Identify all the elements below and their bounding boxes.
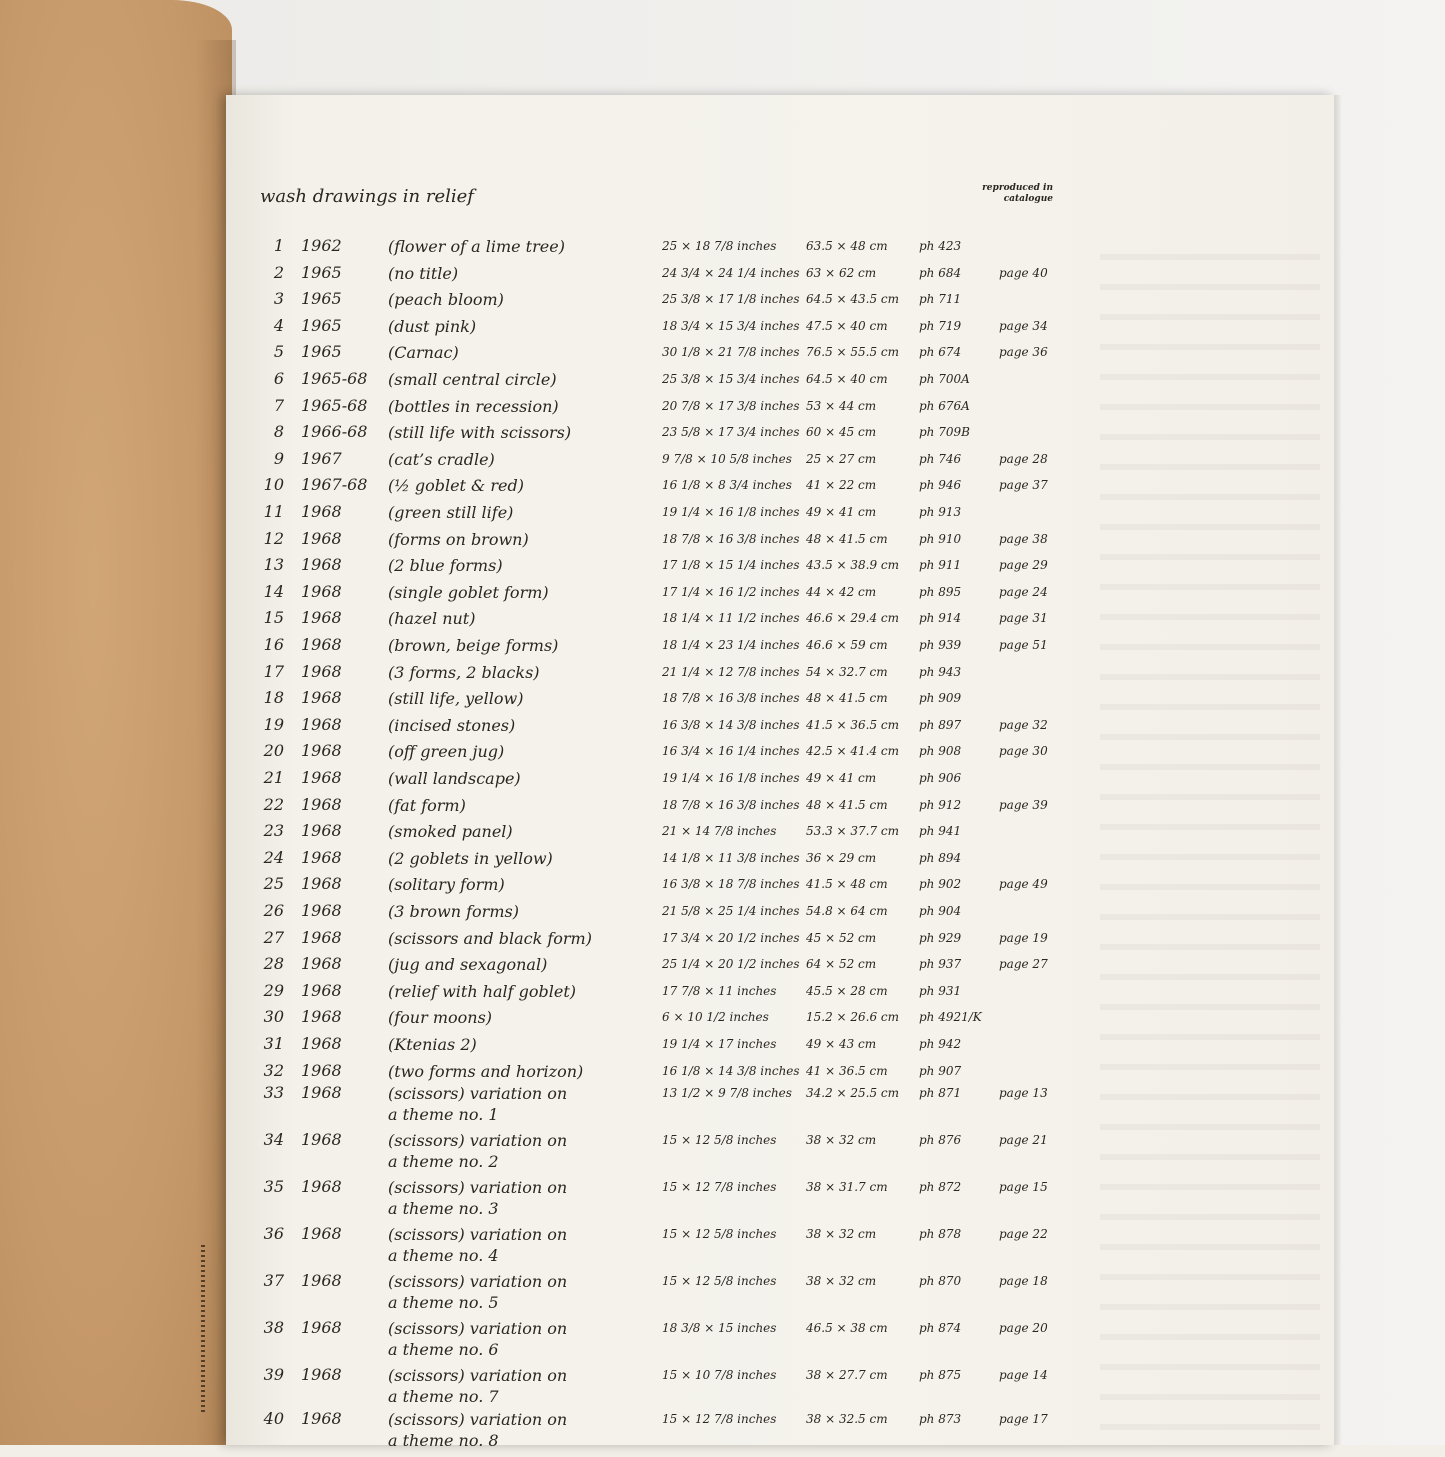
- entry-title-line1: (scissors) variation on: [388, 1319, 568, 1338]
- entry-year: 1968: [301, 714, 342, 734]
- entry-page-ref: page 27: [999, 957, 1048, 972]
- entry-title-line2: a theme no. 4: [388, 1246, 499, 1265]
- entry-number: 33: [263, 1083, 284, 1102]
- entry-page-ref: page 20: [999, 1321, 1048, 1335]
- entry-photo-ref: ph 941: [919, 824, 962, 839]
- entry-size-inches: 17 7/8 × 11 inches: [662, 983, 777, 998]
- entry-year: 1968: [301, 954, 342, 974]
- entry-photo-ref: ph 709B: [919, 425, 970, 440]
- entry-number: 18: [263, 688, 284, 708]
- entry-year: 1968: [301, 1177, 342, 1196]
- entry-size-cm: 38 × 32.5 cm: [806, 1412, 888, 1426]
- entry-photo-ref: ph 4921/K: [919, 1010, 982, 1025]
- entry-number: 7: [273, 395, 284, 415]
- entry-title: [388, 1130, 567, 1172]
- entry-page-ref: page 36: [999, 345, 1048, 360]
- entry-year: 1968: [301, 874, 342, 894]
- entry-title: (hazel nut): [388, 609, 476, 629]
- entry-number: 25: [263, 874, 284, 894]
- entry-size-inches: 30 1/8 × 21 7/8 inches: [662, 345, 800, 360]
- entry-size-cm: 46.6 × 59 cm: [806, 638, 888, 652]
- entry-photo-ref: ph 719: [919, 318, 962, 333]
- entry-photo-ref: ph 942: [919, 1037, 962, 1051]
- entry-size-inches: 16 3/4 × 16 1/4 inches: [662, 744, 800, 759]
- entry-page-ref: page 51: [999, 638, 1048, 652]
- entry-photo-ref: ph 874: [919, 1321, 962, 1335]
- entry-photo-ref: ph 674: [919, 345, 962, 360]
- entry-year: 1968: [301, 1034, 342, 1053]
- entry-title: [388, 1224, 567, 1266]
- entry-size-cm: 64 × 52 cm: [806, 957, 877, 972]
- entry-title: (Carnac): [388, 343, 459, 363]
- entry-number: 29: [263, 980, 284, 1000]
- entry-year: 1965-68: [301, 395, 368, 415]
- table-row: [0, 1365, 1445, 1413]
- entry-size-inches: 18 7/8 × 16 3/8 inches: [662, 797, 800, 812]
- entry-title: (solitary form): [388, 875, 505, 895]
- entry-size-inches: 18 1/4 × 23 1/4 inches: [662, 638, 800, 652]
- entry-title: (no title): [388, 263, 459, 283]
- table-row: [0, 1177, 1445, 1225]
- entry-size-inches: 13 1/2 × 9 7/8 inches: [662, 1086, 792, 1100]
- entry-page-ref: page 14: [999, 1368, 1048, 1382]
- entry-year: 1968: [301, 528, 342, 548]
- entry-size-inches: 25 3/8 × 17 1/8 inches: [662, 292, 800, 307]
- entry-size-inches: 20 7/8 × 17 3/8 inches: [662, 398, 800, 413]
- entry-title-line1: (scissors) variation on: [388, 1410, 568, 1429]
- entry-title: (forms on brown): [388, 529, 529, 549]
- entry-page-ref: page 38: [999, 531, 1048, 546]
- entry-photo-ref: ph 870: [919, 1274, 962, 1288]
- entry-year: 1968: [301, 794, 342, 814]
- entry-number: 39: [263, 1365, 284, 1384]
- entry-photo-ref: ph 911: [919, 558, 962, 573]
- entry-size-cm: 54.8 × 64 cm: [806, 904, 888, 918]
- entry-title: [388, 1318, 567, 1360]
- entry-page-ref: page 18: [999, 1274, 1048, 1288]
- entry-year: 1968: [301, 661, 342, 681]
- entry-photo-ref: ph 873: [919, 1412, 962, 1426]
- entry-size-cm: 53.3 × 37.7 cm: [806, 824, 900, 839]
- entry-page-ref: page 30: [999, 744, 1048, 759]
- table-row: [0, 1130, 1445, 1178]
- entry-number: 37: [263, 1271, 284, 1290]
- entry-page-ref: page 37: [999, 478, 1048, 493]
- entry-number: 19: [263, 714, 284, 734]
- entry-photo-ref: ph 875: [919, 1368, 962, 1382]
- entry-number: 20: [263, 741, 284, 761]
- entry-size-cm: 47.5 × 40 cm: [806, 318, 888, 333]
- entry-year: 1968: [301, 1060, 342, 1080]
- entry-size-inches: 24 3/4 × 24 1/4 inches: [662, 265, 800, 280]
- entry-title: (single goblet form): [388, 582, 549, 602]
- entry-title: (3 brown forms): [388, 902, 519, 921]
- entry-title: (still life with scissors): [388, 423, 572, 443]
- table-row: [0, 1409, 1445, 1457]
- entry-year: 1968: [301, 1224, 342, 1243]
- reproduced-column-header: reproduced in catalogue: [982, 183, 1053, 204]
- entry-photo-ref: ph 914: [919, 611, 962, 626]
- entry-title: (two forms and horizon): [388, 1061, 584, 1081]
- entry-title: (peach bloom): [388, 290, 504, 310]
- entry-title-line2: a theme no. 7: [388, 1387, 499, 1406]
- entry-size-inches: 25 × 18 7/8 inches: [662, 239, 777, 253]
- entry-title-line1: (scissors) variation on: [388, 1178, 568, 1197]
- entry-title: (2 blue forms): [388, 556, 503, 576]
- entry-photo-ref: ph 902: [919, 877, 962, 892]
- entry-size-inches: 15 × 12 5/8 inches: [662, 1274, 777, 1288]
- entry-size-cm: 38 × 32 cm: [806, 1133, 877, 1147]
- entry-photo-ref: ph 700A: [919, 372, 970, 386]
- entry-size-cm: 38 × 31.7 cm: [806, 1180, 888, 1194]
- entry-size-inches: 25 3/8 × 15 3/4 inches: [662, 372, 800, 386]
- entry-number: 11: [263, 502, 284, 521]
- entry-year: 1965: [301, 289, 342, 309]
- entry-year: 1968: [301, 502, 342, 521]
- entry-title: (flower of a lime tree): [388, 237, 565, 256]
- entry-photo-ref: ph 912: [919, 797, 962, 812]
- entry-photo-ref: ph 897: [919, 717, 962, 732]
- entry-size-cm: 64.5 × 43.5 cm: [806, 292, 900, 307]
- entry-number: 32: [263, 1060, 284, 1080]
- entry-year: 1968: [301, 1007, 342, 1027]
- entry-size-cm: 38 × 32 cm: [806, 1227, 877, 1241]
- entry-photo-ref: ph 684: [919, 265, 962, 280]
- entry-size-cm: 38 × 27.7 cm: [806, 1368, 888, 1382]
- entry-title: (dust pink): [388, 316, 477, 336]
- entry-size-cm: 63.5 × 48 cm: [806, 239, 888, 253]
- entry-photo-ref: ph 913: [919, 505, 962, 519]
- entry-year: 1968: [301, 821, 342, 841]
- entry-number: 24: [263, 847, 284, 867]
- entry-size-cm: 38 × 32 cm: [806, 1274, 877, 1288]
- entry-number: 38: [263, 1318, 284, 1337]
- entry-year: 1965: [301, 262, 342, 282]
- entry-photo-ref: ph 907: [919, 1063, 962, 1078]
- entry-page-ref: page 32: [999, 717, 1048, 732]
- entry-number: 3: [273, 289, 284, 309]
- entry-size-cm: 45.5 × 28 cm: [806, 983, 888, 998]
- table-row: [0, 1271, 1445, 1319]
- table-row: [0, 1083, 1445, 1131]
- entry-photo-ref: ph 910: [919, 531, 962, 546]
- entry-size-cm: 63 × 62 cm: [806, 265, 877, 280]
- entry-year: 1968: [301, 741, 342, 761]
- entry-title: (cat’s cradle): [388, 449, 495, 469]
- entry-page-ref: page 15: [999, 1180, 1048, 1194]
- entry-photo-ref: ph 676A: [919, 398, 970, 413]
- section-heading: wash drawings in relief: [260, 186, 474, 207]
- entry-size-inches: 15 × 12 5/8 inches: [662, 1133, 777, 1147]
- entry-size-inches: 18 3/8 × 15 inches: [662, 1321, 777, 1335]
- entry-title-line1: (scissors) variation on: [388, 1084, 568, 1103]
- entry-number: 23: [263, 821, 284, 841]
- entry-size-inches: 17 1/8 × 15 1/4 inches: [662, 558, 800, 573]
- entry-page-ref: page 13: [999, 1086, 1048, 1100]
- entry-page-ref: page 40: [999, 265, 1048, 280]
- entry-title-line2: a theme no. 3: [388, 1199, 499, 1218]
- entry-photo-ref: ph 895: [919, 584, 962, 599]
- entry-size-inches: 25 1/4 × 20 1/2 inches: [662, 957, 800, 972]
- entry-size-cm: 41 × 36.5 cm: [806, 1063, 888, 1078]
- entry-size-inches: 19 1/4 × 16 1/8 inches: [662, 505, 800, 519]
- entry-year: 1968: [301, 927, 342, 947]
- entry-size-inches: 17 1/4 × 16 1/2 inches: [662, 584, 800, 599]
- entry-size-cm: 34.2 × 25.5 cm: [806, 1086, 900, 1100]
- entry-photo-ref: ph 871: [919, 1086, 962, 1100]
- entry-size-inches: 15 × 10 7/8 inches: [662, 1368, 777, 1382]
- entry-size-inches: 21 × 14 7/8 inches: [662, 824, 777, 839]
- entry-number: 28: [263, 954, 284, 974]
- entry-page-ref: page 49: [999, 877, 1048, 892]
- entry-year: 1967: [301, 448, 342, 468]
- entry-size-cm: 48 × 41.5 cm: [806, 531, 888, 546]
- entry-number: 6: [273, 369, 284, 388]
- entry-title: (smoked panel): [388, 822, 513, 842]
- entry-size-cm: 53 × 44 cm: [806, 398, 877, 413]
- entry-year: 1968: [301, 901, 342, 920]
- entry-number: 22: [263, 794, 284, 814]
- entry-size-cm: 43.5 × 38.9 cm: [806, 558, 900, 573]
- entry-number: 14: [263, 581, 284, 601]
- entry-photo-ref: ph 878: [919, 1227, 962, 1241]
- entry-size-cm: 41.5 × 48 cm: [806, 877, 888, 892]
- entry-title-line2: a theme no. 2: [388, 1152, 499, 1171]
- entry-size-inches: 15 × 12 5/8 inches: [662, 1227, 777, 1241]
- entry-page-ref: page 34: [999, 318, 1048, 333]
- entry-number: 10: [263, 475, 284, 495]
- entry-size-inches: 15 × 12 7/8 inches: [662, 1412, 777, 1426]
- entry-size-inches: 18 3/4 × 15 3/4 inches: [662, 318, 800, 333]
- entry-number: 4: [273, 315, 284, 335]
- entry-number: 8: [273, 422, 284, 442]
- entry-title: (½ goblet & red): [388, 476, 524, 496]
- entry-year: 1968: [301, 1409, 342, 1428]
- entry-number: 16: [263, 635, 284, 654]
- entry-size-cm: 36 × 29 cm: [806, 850, 877, 865]
- entry-size-inches: 18 1/4 × 11 1/2 inches: [662, 611, 800, 626]
- entry-photo-ref: ph 931: [919, 983, 962, 998]
- entry-title: [388, 1271, 567, 1313]
- entry-photo-ref: ph 876: [919, 1133, 962, 1147]
- entry-year: 1968: [301, 688, 342, 708]
- entry-title: (brown, beige forms): [388, 636, 559, 655]
- entry-title-line2: a theme no. 1: [388, 1105, 499, 1124]
- entry-number: 35: [263, 1177, 284, 1196]
- entry-photo-ref: ph 939: [919, 638, 962, 652]
- entry-size-inches: 16 1/8 × 8 3/4 inches: [662, 478, 792, 493]
- entry-page-ref: page 17: [999, 1412, 1048, 1426]
- entry-size-cm: 41 × 22 cm: [806, 478, 877, 493]
- entry-size-cm: 49 × 41 cm: [806, 771, 877, 785]
- entry-year: 1962: [301, 236, 342, 255]
- entry-number: 13: [263, 555, 284, 575]
- entry-photo-ref: ph 872: [919, 1180, 962, 1194]
- entry-page-ref: page 39: [999, 797, 1048, 812]
- entry-year: 1968: [301, 1318, 342, 1337]
- entry-photo-ref: ph 423: [919, 239, 962, 253]
- entry-size-inches: 6 × 10 1/2 inches: [662, 1010, 769, 1025]
- entry-page-ref: page 29: [999, 558, 1048, 573]
- entry-number: 2: [273, 262, 284, 282]
- entry-year: 1968: [301, 608, 342, 628]
- entry-number: 27: [263, 927, 284, 947]
- entry-title-line1: (scissors) variation on: [388, 1366, 568, 1385]
- entry-year: 1968: [301, 980, 342, 1000]
- entry-photo-ref: ph 909: [919, 691, 962, 706]
- entry-year: 1968: [301, 635, 342, 654]
- entry-size-cm: 48 × 41.5 cm: [806, 691, 888, 706]
- entry-title: (2 goblets in yellow): [388, 848, 553, 868]
- entry-photo-ref: ph 937: [919, 957, 962, 972]
- entry-title-line1: (scissors) variation on: [388, 1131, 568, 1150]
- entry-size-inches: 15 × 12 7/8 inches: [662, 1180, 777, 1194]
- entry-title: (scissors and black form): [388, 928, 592, 948]
- entry-number: 5: [273, 342, 284, 362]
- entry-title-line1: (scissors) variation on: [388, 1225, 568, 1244]
- entry-size-cm: 49 × 41 cm: [806, 505, 877, 519]
- entry-size-cm: 49 × 43 cm: [806, 1037, 877, 1051]
- entry-number: 1: [273, 236, 284, 255]
- entry-number: 31: [263, 1034, 284, 1053]
- entry-year: 1968: [301, 1083, 342, 1102]
- entry-size-inches: 16 3/8 × 18 7/8 inches: [662, 877, 800, 892]
- entry-size-inches: 18 7/8 × 16 3/8 inches: [662, 531, 800, 546]
- entry-title: (bottles in recession): [388, 396, 559, 416]
- entry-page-ref: page 22: [999, 1227, 1048, 1241]
- entry-size-cm: 42.5 × 41.4 cm: [806, 744, 900, 759]
- entry-title: (off green jug): [388, 742, 505, 762]
- entry-year: 1965: [301, 315, 342, 335]
- entry-page-ref: page 28: [999, 451, 1048, 466]
- entry-photo-ref: ph 904: [919, 904, 962, 918]
- entry-number: 21: [263, 768, 284, 787]
- entry-year: 1968: [301, 1130, 342, 1149]
- entry-photo-ref: ph 894: [919, 850, 962, 865]
- entry-title: (incised stones): [388, 715, 516, 735]
- entry-title: (fat form): [388, 795, 466, 815]
- entry-size-cm: 45 × 52 cm: [806, 930, 877, 945]
- entry-title: (Ktenias 2): [388, 1035, 477, 1054]
- entry-size-inches: 18 7/8 × 16 3/8 inches: [662, 691, 800, 706]
- entry-size-inches: 16 3/8 × 14 3/8 inches: [662, 717, 800, 732]
- entry-title: (green still life): [388, 503, 514, 522]
- entry-year: 1967-68: [301, 475, 368, 495]
- entry-size-cm: 48 × 41.5 cm: [806, 797, 888, 812]
- entry-size-cm: 15.2 × 26.6 cm: [806, 1010, 900, 1025]
- entry-number: 30: [263, 1007, 284, 1027]
- entry-size-inches: 17 3/4 × 20 1/2 inches: [662, 930, 800, 945]
- entry-size-inches: 19 1/4 × 16 1/8 inches: [662, 771, 800, 785]
- entry-title: (wall landscape): [388, 769, 521, 788]
- entry-title-line1: (scissors) variation on: [388, 1272, 568, 1291]
- entry-year: 1968: [301, 581, 342, 601]
- entry-size-inches: 21 5/8 × 25 1/4 inches: [662, 904, 800, 918]
- entry-title: (relief with half goblet): [388, 981, 577, 1001]
- entry-title: (four moons): [388, 1008, 493, 1028]
- entry-title: (3 forms, 2 blacks): [388, 662, 540, 682]
- entry-title-line2: a theme no. 8: [388, 1431, 499, 1450]
- entry-number: 12: [263, 528, 284, 548]
- entry-title: (small central circle): [388, 370, 557, 389]
- entry-title: (still life, yellow): [388, 689, 524, 709]
- entry-size-cm: 76.5 × 55.5 cm: [806, 345, 900, 360]
- entry-photo-ref: ph 943: [919, 664, 962, 679]
- entry-size-inches: 9 7/8 × 10 5/8 inches: [662, 451, 792, 466]
- entry-year: 1968: [301, 768, 342, 787]
- entry-number: 36: [263, 1224, 284, 1243]
- entry-page-ref: page 19: [999, 930, 1048, 945]
- entry-size-inches: 21 1/4 × 12 7/8 inches: [662, 664, 800, 679]
- entry-number: 40: [263, 1409, 284, 1428]
- entry-size-inches: 23 5/8 × 17 3/4 inches: [662, 425, 800, 440]
- entry-photo-ref: ph 908: [919, 744, 962, 759]
- table-row: [0, 1318, 1445, 1366]
- entry-size-inches: 19 1/4 × 17 inches: [662, 1037, 777, 1051]
- entry-year: 1965: [301, 342, 342, 362]
- entry-number: 17: [263, 661, 284, 681]
- entry-size-cm: 54 × 32.7 cm: [806, 664, 888, 679]
- entry-photo-ref: ph 946: [919, 478, 962, 493]
- entry-number: 9: [273, 448, 284, 468]
- entry-year: 1968: [301, 1365, 342, 1384]
- entry-size-inches: 14 1/8 × 11 3/8 inches: [662, 850, 800, 865]
- entry-size-cm: 44 × 42 cm: [806, 584, 877, 599]
- entry-photo-ref: ph 746: [919, 451, 962, 466]
- entry-page-ref: page 21: [999, 1133, 1048, 1147]
- entry-title: [388, 1083, 567, 1125]
- entry-title-line2: a theme no. 5: [388, 1293, 499, 1312]
- entry-title: (jug and sexagonal): [388, 955, 548, 975]
- entry-size-cm: 41.5 × 36.5 cm: [806, 717, 900, 732]
- entry-title: [388, 1365, 567, 1407]
- entry-photo-ref: ph 929: [919, 930, 962, 945]
- entry-photo-ref: ph 711: [919, 292, 962, 307]
- entry-year: 1968: [301, 847, 342, 867]
- entry-photo-ref: ph 906: [919, 771, 962, 785]
- entry-year: 1966-68: [301, 422, 368, 442]
- entry-size-cm: 64.5 × 40 cm: [806, 372, 888, 386]
- entry-size-cm: 46.6 × 29.4 cm: [806, 611, 900, 626]
- table-row: [0, 1224, 1445, 1272]
- entry-size-cm: 60 × 45 cm: [806, 425, 877, 440]
- entry-title-line2: a theme no. 6: [388, 1340, 499, 1359]
- entry-size-cm: 25 × 27 cm: [806, 451, 877, 466]
- entry-size-cm: 46.5 × 38 cm: [806, 1321, 888, 1335]
- entry-year: 1965-68: [301, 369, 368, 388]
- entry-title: [388, 1177, 567, 1219]
- entry-year: 1968: [301, 555, 342, 575]
- entry-number: 34: [263, 1130, 284, 1149]
- entry-number: 15: [263, 608, 284, 628]
- entry-number: 26: [263, 901, 284, 920]
- entry-page-ref: page 31: [999, 611, 1048, 626]
- entry-year: 1968: [301, 1271, 342, 1290]
- entry-size-inches: 16 1/8 × 14 3/8 inches: [662, 1063, 800, 1078]
- entry-page-ref: page 24: [999, 584, 1048, 599]
